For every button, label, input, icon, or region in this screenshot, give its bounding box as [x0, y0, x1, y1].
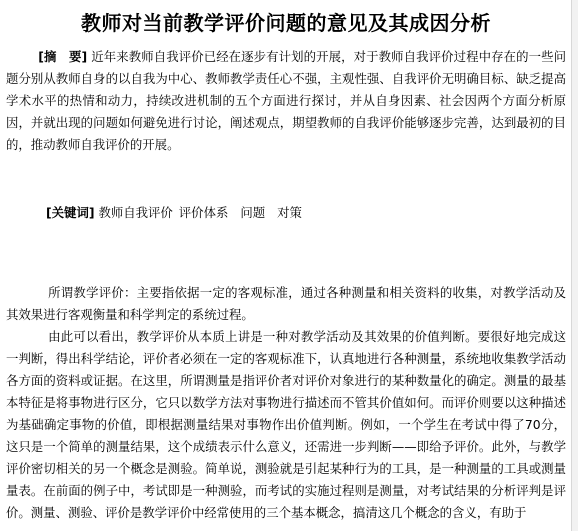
keywords-label: [关键词]: [46, 205, 95, 220]
abstract: [6, 46, 566, 156]
abstract-label: [摘 要]: [38, 49, 88, 64]
keywords: [46, 202, 566, 224]
body-text: [6, 282, 566, 524]
keyword-item: 评价体系: [178, 205, 229, 220]
keyword-item: 问题: [240, 205, 266, 220]
document-title: 教师对当前教学评价问题的意见及其成因分析: [81, 11, 491, 35]
keyword-item: 对策: [277, 205, 302, 220]
vertical-scrollbar[interactable]: [571, 0, 578, 531]
abstract-text: 近年来教师自我评价已经在逐步有计划的开展，对于教师自我评价过程中存在的一些问题分别从教师自身的以自我为中心、教师教学责任心不强，主观性强、自我评价无明确目标、缺乏提高学术水平的热情和动力，持续改进机制的五个方面进行探讨，并从自身因素、社会因两个方面分析原因，并就出现的问题如何避免进行讨论，阐述观点，期望教师的自我评价能够逐步完善，达到最初的目的，推动教师自我评价的开展。: [6, 49, 566, 152]
paragraph: 由此可以看出，教学评价从本质上讲是一种对教学活动及其效果的价值判断。要很好地完成这一判断，得出科学结论，评价者必须在一定的客观标准下，认真地进行各种测量，系统地收集教学活动各方面的资料或证据。在这里，所谓测量是指评价者对评价对象进行的某种数量化的确定。测量的最基本特征是将事物进行区分，它只以数学方法对事物进行描述而不管其价值如何。而评价则要以这种描述为基础确定事物的价值，即根据测量结果对事物作出价值判断。例如，一个学生在考试中得了70分，这只是一个简单的测量结果，这个成绩表示什么意义，还需进一步判断——即给予评价。此外，与教学评价密切相关的另一个概念是测验。简单说，测验就是引起某种行为的工具，是一种测量的工具或测量量表。在前面的例子中，考试即是一种测验，而考试的实施过程则是测量，对考试结果的分析评判是评价。测量、测验、评价是教学评价中经常使用的三个基本概念，搞清这几个概念的含义，有助于: [6, 329, 566, 520]
paragraph: 所谓教学评价：主要指依据一定的客观标准，通过各种测量和相关资料的收集，对教学活动及其效果进行客观衡量和科学判定的系统过程。: [6, 285, 566, 322]
keyword-item: 教师自我评价: [98, 205, 173, 220]
